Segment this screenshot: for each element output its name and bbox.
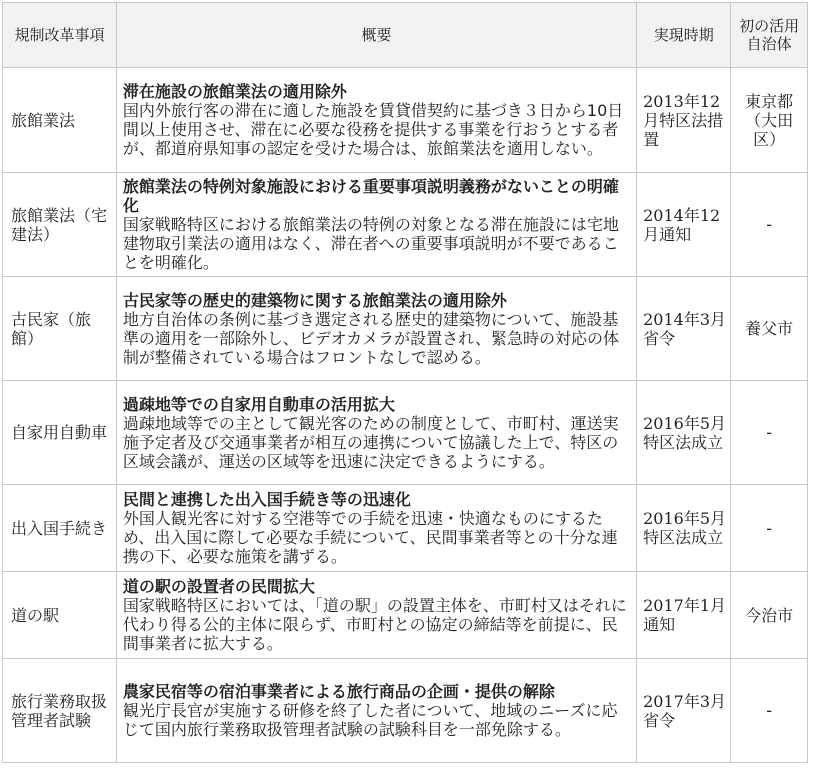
row-summary-body: 地方自治体の条例に基づき選定される歴史的建築物について、施設基準の適用を一部除外し、ビデオカメラが設置され、緊急時の対応の体制が整備されている場合はフロントなしで認める。	[122, 309, 620, 367]
row-summary-title: 旅館業法の特例対象施設における重要事項説明義務がないことの明確化	[122, 177, 619, 215]
row-summary	[116, 572, 636, 659]
row-municipality: 養父市	[731, 277, 808, 381]
row-summary-title: 滞在施設の旅館業法の適用除外	[122, 82, 347, 101]
row-summary	[116, 381, 636, 485]
row-summary-body: 国家戦略特区においては、「道の駅」の設置主体を、市町村又はそれに代わり得る公的主体に限らず、市町村との協定の締結等を前提に、民間事業者に拡大する。	[122, 596, 627, 653]
row-municipality: -	[731, 173, 808, 277]
header-item: 規制改革事項	[3, 3, 117, 68]
row-date: 2016年5月特区法成立	[637, 381, 731, 485]
row-municipality: 今治市	[731, 572, 808, 659]
row-item: 旅館業法	[3, 68, 117, 173]
row-item: 自家用自動車	[3, 381, 117, 485]
row-item: 旅行業務取扱管理者試験	[3, 659, 117, 763]
row-summary	[116, 277, 636, 381]
row-summary-title: 過疎地等での自家用自動車の活用拡大	[122, 394, 395, 414]
regulatory-reform-table	[2, 2, 808, 763]
table-row	[3, 277, 808, 381]
row-summary-title: 農家民宿等の宿泊事業者による旅行商品の企画・提供の解除	[122, 682, 555, 701]
header-date: 実現時期	[637, 3, 731, 68]
row-summary-body: 外国人観光客に対する空港等での手続を迅速・快適なものにするため、出入国に際して必要な手続について、民間事業者等との十分な連携の下、必要な施策を講ずる。	[122, 509, 618, 566]
header-municipality: 初の活用自治体	[731, 3, 808, 68]
row-item: 古民家（旅館）	[3, 277, 117, 381]
row-date: 2016年5月特区法成立	[637, 485, 731, 572]
row-summary-title: 民間と連携した出入国手続き等の迅速化	[122, 490, 411, 509]
row-municipality: 東京都（大田区）	[731, 68, 808, 173]
table-row	[3, 572, 808, 659]
table-row	[3, 381, 808, 485]
row-summary-title: 道の駅の設置者の民間拡大	[122, 577, 315, 596]
row-date: 2014年3月省令	[637, 277, 731, 381]
row-summary-body: 過疎地域等での主として観光客のための制度として、市町村、運送実施予定者及び交通事業者が相互の連携について協議した上で、特区の区域会議が、運送の区域等を迅速に決定できるようにする。	[122, 413, 619, 471]
row-date: 2017年1月通知	[637, 572, 731, 659]
row-item: 出入国手続き	[3, 485, 117, 572]
row-summary	[116, 659, 636, 763]
table-row	[3, 659, 808, 763]
row-summary-title: 古民家等の歴史的建築物に関する旅館業法の適用除外	[122, 290, 507, 310]
row-municipality: -	[731, 659, 808, 763]
row-date: 2013年12月特区法措置	[637, 68, 731, 173]
table-header-row	[3, 3, 808, 68]
row-municipality: -	[731, 485, 808, 572]
table-row	[3, 68, 808, 173]
row-summary-body: 国家戦略特区における旅館業法の特例の対象となる滞在施設には宅地建物取引業法の適用はなく、滞在者への重要事項説明が不要であることを明確化。	[122, 215, 619, 272]
row-summary	[116, 173, 636, 277]
table-row	[3, 173, 808, 277]
header-summary: 概要	[116, 3, 636, 68]
row-summary	[116, 68, 636, 173]
row-summary-body: 観光庁長官が実施する研修を終了した者について、地域のニーズに応じて国内旅行業務取扱管理者試験の試験科目を一部免除する。	[122, 701, 618, 739]
row-date: 2014年12月通知	[637, 173, 731, 277]
table-row	[3, 485, 808, 572]
row-summary-body: 国内外旅行客の滞在に適した施設を賃貸借契約に基づき３日から10日間以上使用させ、滞在に必要な役務を提供する事業を行おうとする者が、都道府県知事の認定を受けた場合は、旅館業法を適用しない。	[122, 101, 624, 158]
row-date: 2017年3月省令	[637, 659, 731, 763]
row-item: 旅館業法（宅建法）	[3, 173, 117, 277]
row-summary	[116, 485, 636, 572]
row-item: 道の駅	[3, 572, 117, 659]
row-municipality: -	[731, 381, 808, 485]
